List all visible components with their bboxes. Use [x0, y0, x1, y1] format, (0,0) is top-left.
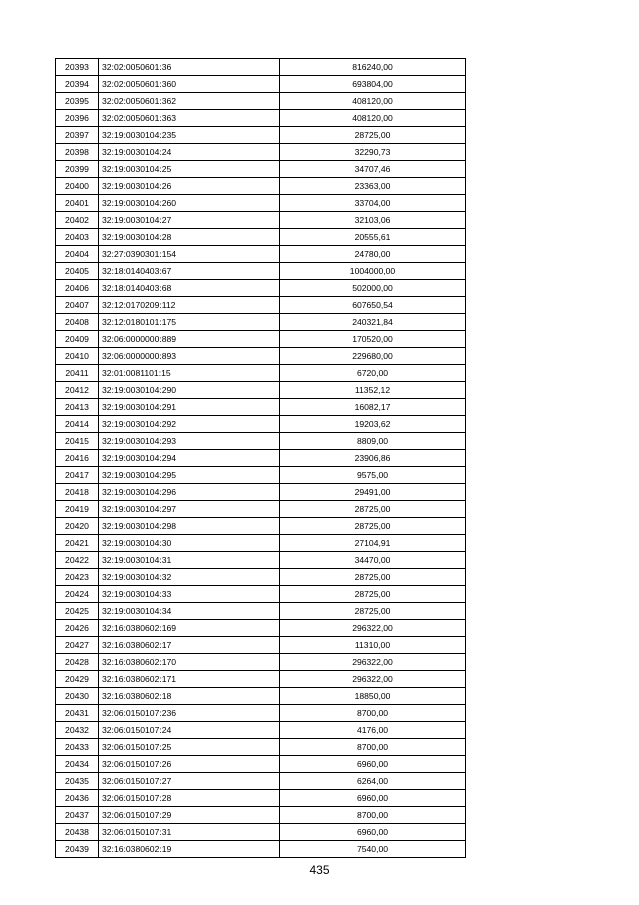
row-number-cell: 20403: [56, 229, 99, 246]
value-cell: 607650,54: [280, 297, 466, 314]
table-row: [56, 518, 466, 535]
table-row: [56, 824, 466, 841]
value-cell: 28725,00: [280, 603, 466, 620]
table-row: [56, 671, 466, 688]
cadastral-number-cell: 32:27:0390301:154: [99, 246, 280, 263]
cadastral-number-cell: 32:19:0030104:31: [99, 552, 280, 569]
row-number-cell: 20418: [56, 484, 99, 501]
cadastral-number-cell: 32:18:0140403:68: [99, 280, 280, 297]
row-number-cell: 20411: [56, 365, 99, 382]
value-cell: 16082,17: [280, 399, 466, 416]
row-number-cell: 20433: [56, 739, 99, 756]
value-cell: 240321,84: [280, 314, 466, 331]
cadastral-number-cell: 32:19:0030104:25: [99, 161, 280, 178]
row-number-cell: 20414: [56, 416, 99, 433]
cadastral-number-cell: 32:16:0380602:18: [99, 688, 280, 705]
table-row: [56, 246, 466, 263]
value-cell: 8700,00: [280, 705, 466, 722]
value-cell: 19203,62: [280, 416, 466, 433]
cadastral-number-cell: 32:02:0050601:362: [99, 93, 280, 110]
cadastral-number-cell: 32:18:0140403:67: [99, 263, 280, 280]
row-number-cell: 20437: [56, 807, 99, 824]
value-cell: 4176,00: [280, 722, 466, 739]
table-body: [56, 59, 466, 858]
value-cell: 296322,00: [280, 671, 466, 688]
cadastral-number-cell: 32:12:0180101:175: [99, 314, 280, 331]
table-row: [56, 467, 466, 484]
cadastral-number-cell: 32:06:0150107:28: [99, 790, 280, 807]
cadastral-number-cell: 32:19:0030104:293: [99, 433, 280, 450]
value-cell: 11310,00: [280, 637, 466, 654]
cadastral-number-cell: 32:19:0030104:294: [99, 450, 280, 467]
table-row: [56, 705, 466, 722]
cadastral-number-cell: 32:01:0081101:15: [99, 365, 280, 382]
value-cell: 408120,00: [280, 110, 466, 127]
table-row: [56, 263, 466, 280]
table-row: [56, 739, 466, 756]
row-number-cell: 20436: [56, 790, 99, 807]
value-cell: 11352,12: [280, 382, 466, 399]
row-number-cell: 20410: [56, 348, 99, 365]
cadastral-number-cell: 32:19:0030104:295: [99, 467, 280, 484]
table-row: [56, 178, 466, 195]
value-cell: 6960,00: [280, 790, 466, 807]
cadastral-number-cell: 32:06:0150107:25: [99, 739, 280, 756]
cadastral-number-cell: 32:02:0050601:360: [99, 76, 280, 93]
table-row: [56, 365, 466, 382]
value-cell: 9575,00: [280, 467, 466, 484]
value-cell: 28725,00: [280, 586, 466, 603]
row-number-cell: 20413: [56, 399, 99, 416]
value-cell: 6960,00: [280, 824, 466, 841]
row-number-cell: 20438: [56, 824, 99, 841]
value-cell: 20555,61: [280, 229, 466, 246]
table-row: [56, 450, 466, 467]
table-row: [56, 552, 466, 569]
table-row: [56, 535, 466, 552]
table-row: [56, 229, 466, 246]
row-number-cell: 20434: [56, 756, 99, 773]
row-number-cell: 20401: [56, 195, 99, 212]
cadastral-number-cell: 32:06:0150107:26: [99, 756, 280, 773]
value-cell: 33704,00: [280, 195, 466, 212]
cadastral-number-cell: 32:19:0030104:27: [99, 212, 280, 229]
cadastral-number-cell: 32:06:0150107:24: [99, 722, 280, 739]
row-number-cell: 20404: [56, 246, 99, 263]
cadastral-number-cell: 32:19:0030104:28: [99, 229, 280, 246]
row-number-cell: 20394: [56, 76, 99, 93]
row-number-cell: 20430: [56, 688, 99, 705]
row-number-cell: 20417: [56, 467, 99, 484]
row-number-cell: 20423: [56, 569, 99, 586]
row-number-cell: 20428: [56, 654, 99, 671]
table-row: [56, 280, 466, 297]
row-number-cell: 20432: [56, 722, 99, 739]
table-row: [56, 841, 466, 858]
cadastral-number-cell: 32:19:0030104:292: [99, 416, 280, 433]
row-number-cell: 20424: [56, 586, 99, 603]
row-number-cell: 20409: [56, 331, 99, 348]
table-row: [56, 127, 466, 144]
cadastral-number-cell: 32:19:0030104:33: [99, 586, 280, 603]
cadastral-number-cell: 32:06:0150107:27: [99, 773, 280, 790]
value-cell: 34470,00: [280, 552, 466, 569]
row-number-cell: 20395: [56, 93, 99, 110]
value-cell: 23363,00: [280, 178, 466, 195]
row-number-cell: 20425: [56, 603, 99, 620]
row-number-cell: 20397: [56, 127, 99, 144]
table-row: [56, 637, 466, 654]
page-number: 435: [309, 863, 330, 877]
value-cell: 27104,91: [280, 535, 466, 552]
cadastral-number-cell: 32:19:0030104:30: [99, 535, 280, 552]
cadastral-value-table: [55, 58, 466, 858]
cadastral-number-cell: 32:19:0030104:291: [99, 399, 280, 416]
cadastral-number-cell: 32:19:0030104:32: [99, 569, 280, 586]
table-row: [56, 331, 466, 348]
cadastral-number-cell: 32:19:0030104:296: [99, 484, 280, 501]
cadastral-number-cell: 32:06:0000000:889: [99, 331, 280, 348]
value-cell: 32103,06: [280, 212, 466, 229]
table-row: [56, 433, 466, 450]
value-cell: 296322,00: [280, 620, 466, 637]
cadastral-number-cell: 32:16:0380602:170: [99, 654, 280, 671]
table-row: [56, 790, 466, 807]
value-cell: 1004000,00: [280, 263, 466, 280]
row-number-cell: 20415: [56, 433, 99, 450]
row-number-cell: 20439: [56, 841, 99, 858]
table-row: [56, 76, 466, 93]
cadastral-number-cell: 32:16:0380602:17: [99, 637, 280, 654]
row-number-cell: 20407: [56, 297, 99, 314]
value-cell: 18850,00: [280, 688, 466, 705]
cadastral-number-cell: 32:16:0380602:171: [99, 671, 280, 688]
cadastral-number-cell: 32:19:0030104:26: [99, 178, 280, 195]
value-cell: 8700,00: [280, 807, 466, 824]
table-row: [56, 501, 466, 518]
value-cell: 28725,00: [280, 518, 466, 535]
value-cell: 28725,00: [280, 501, 466, 518]
value-cell: 229680,00: [280, 348, 466, 365]
row-number-cell: 20421: [56, 535, 99, 552]
row-number-cell: 20402: [56, 212, 99, 229]
table-row: [56, 161, 466, 178]
cadastral-number-cell: 32:16:0380602:19: [99, 841, 280, 858]
table-row: [56, 586, 466, 603]
row-number-cell: 20393: [56, 59, 99, 76]
table-row: [56, 399, 466, 416]
row-number-cell: 20399: [56, 161, 99, 178]
row-number-cell: 20422: [56, 552, 99, 569]
value-cell: 502000,00: [280, 280, 466, 297]
value-cell: 8700,00: [280, 739, 466, 756]
table-row: [56, 569, 466, 586]
row-number-cell: 20400: [56, 178, 99, 195]
row-number-cell: 20420: [56, 518, 99, 535]
cadastral-number-cell: 32:19:0030104:297: [99, 501, 280, 518]
value-cell: 170520,00: [280, 331, 466, 348]
table-row: [56, 688, 466, 705]
table-row: [56, 314, 466, 331]
value-cell: 6720,00: [280, 365, 466, 382]
cadastral-number-cell: 32:19:0030104:260: [99, 195, 280, 212]
table-row: [56, 195, 466, 212]
row-number-cell: 20396: [56, 110, 99, 127]
value-cell: 28725,00: [280, 127, 466, 144]
table-row: [56, 297, 466, 314]
row-number-cell: 20435: [56, 773, 99, 790]
row-number-cell: 20412: [56, 382, 99, 399]
table-row: [56, 110, 466, 127]
table-row: [56, 722, 466, 739]
cadastral-number-cell: 32:06:0150107:29: [99, 807, 280, 824]
value-cell: 24780,00: [280, 246, 466, 263]
value-cell: 6960,00: [280, 756, 466, 773]
cadastral-number-cell: 32:02:0050601:363: [99, 110, 280, 127]
row-number-cell: 20416: [56, 450, 99, 467]
cadastral-number-cell: 32:06:0150107:236: [99, 705, 280, 722]
cadastral-number-cell: 32:19:0030104:235: [99, 127, 280, 144]
cadastral-number-cell: 32:19:0030104:298: [99, 518, 280, 535]
table-row: [56, 603, 466, 620]
value-cell: 6264,00: [280, 773, 466, 790]
value-cell: 34707,46: [280, 161, 466, 178]
row-number-cell: 20431: [56, 705, 99, 722]
value-cell: 8809,00: [280, 433, 466, 450]
cadastral-number-cell: 32:19:0030104:34: [99, 603, 280, 620]
table-row: [56, 773, 466, 790]
cadastral-number-cell: 32:06:0000000:893: [99, 348, 280, 365]
table-row: [56, 93, 466, 110]
row-number-cell: 20427: [56, 637, 99, 654]
cadastral-number-cell: 32:16:0380602:169: [99, 620, 280, 637]
row-number-cell: 20405: [56, 263, 99, 280]
value-cell: 7540,00: [280, 841, 466, 858]
row-number-cell: 20419: [56, 501, 99, 518]
value-cell: 816240,00: [280, 59, 466, 76]
value-cell: 408120,00: [280, 93, 466, 110]
value-cell: 23906,86: [280, 450, 466, 467]
table-row: [56, 484, 466, 501]
table-row: [56, 212, 466, 229]
cadastral-number-cell: 32:12:0170209:112: [99, 297, 280, 314]
row-number-cell: 20406: [56, 280, 99, 297]
row-number-cell: 20408: [56, 314, 99, 331]
table-row: [56, 756, 466, 773]
table-row: [56, 382, 466, 399]
row-number-cell: 20429: [56, 671, 99, 688]
table-row: [56, 348, 466, 365]
row-number-cell: 20398: [56, 144, 99, 161]
value-cell: 29491,00: [280, 484, 466, 501]
value-cell: 693804,00: [280, 76, 466, 93]
table-row: [56, 416, 466, 433]
table-row: [56, 144, 466, 161]
cadastral-number-cell: 32:06:0150107:31: [99, 824, 280, 841]
cadastral-number-cell: 32:02:0050601:36: [99, 59, 280, 76]
value-cell: 32290,73: [280, 144, 466, 161]
table-row: [56, 654, 466, 671]
table-row: [56, 620, 466, 637]
cadastral-number-cell: 32:19:0030104:24: [99, 144, 280, 161]
value-cell: 296322,00: [280, 654, 466, 671]
row-number-cell: 20426: [56, 620, 99, 637]
table-row: [56, 807, 466, 824]
value-cell: 28725,00: [280, 569, 466, 586]
cadastral-number-cell: 32:19:0030104:290: [99, 382, 280, 399]
table-row: [56, 59, 466, 76]
